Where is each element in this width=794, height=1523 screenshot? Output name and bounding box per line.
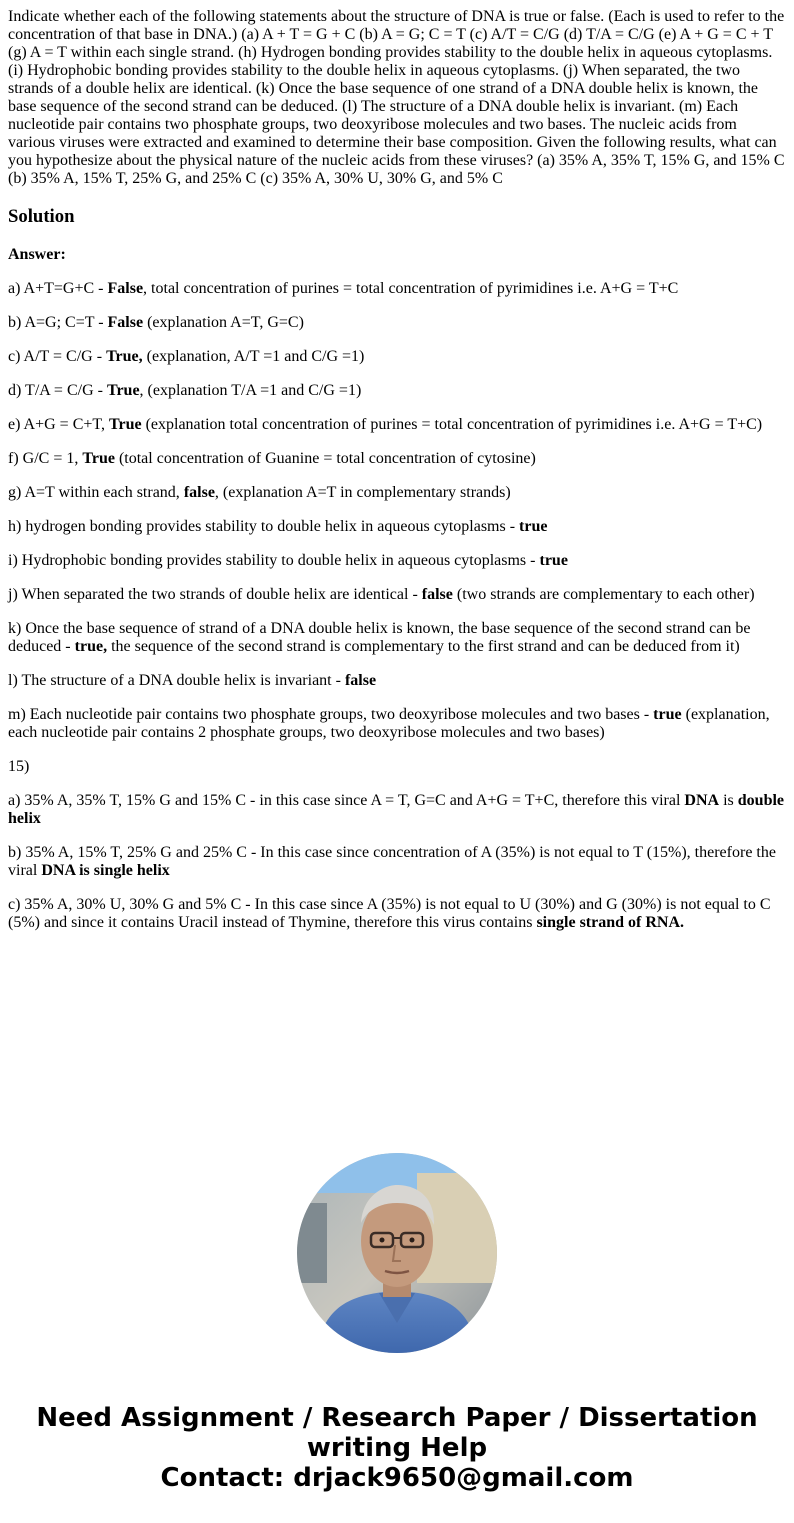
answer-d <box>8 382 786 400</box>
answer-l <box>8 672 786 690</box>
q15-b-text: b) 35% A, 15% T, 25% G and 25% C - In this case since concentration of A (35%) is not equal to T (15%), therefore the viral <box>8 844 776 879</box>
answer-h <box>8 518 786 536</box>
answer-b-verdict: False <box>107 314 144 331</box>
answer-g-text: g) A=T within each strand, <box>8 484 184 501</box>
answer-c-explanation: (explanation, A/T =1 and C/G =1) <box>142 348 365 365</box>
answer-m-text: m) Each nucleotide pair contains two phosphate groups, two deoxyribose molecules and two bases - <box>8 706 654 723</box>
author-avatar <box>297 1153 497 1353</box>
answer-f-verdict: True <box>82 450 115 467</box>
question-15-label: 15) <box>8 758 30 775</box>
q15-c-text: c) 35% A, 30% U, 30% G and 5% C - In this case since A (35%) is not equal to U (30%) and G (30%) is not equal to C (5%) and since it contains Uracil instead of Thymine, therefore this virus contains <box>8 896 771 931</box>
answer-d-explanation: , (explanation T/A =1 and C/G =1) <box>139 382 362 399</box>
q15-c-conclusion: single strand of RNA. <box>536 914 685 931</box>
answer-l-verdict: false <box>344 672 377 689</box>
answer-j-text: j) When separated the two strands of double helix are identical - <box>8 586 422 603</box>
question-text: Indicate whether each of the following statements about the structure of DNA is true or false. (Each is used to refer to the concentration of that base in DNA.) (a) A + T = G + C (b) A = G; C = T (c) A/T = C/G (d) T/A = C/G (e) A + G = C + T (g) A = T within each single strand. (h) Hydrogen bonding provides stability to the double helix in aqueous cytoplasms. (i) Hydrophobic bonding provides stability to the double helix in aqueous cytoplasms. (j) When separated, the two strands of a double helix are identical. (k) Once the base sequence of one strand of a DNA double helix is known, the base sequence of the second strand can be deduced. (l) The structure of a DNA double helix is invariant. (m) Each nucleotide pair contains two phosphate groups, two deoxyribose molecules and two bases. The nucleic acids from various viruses were extracted and examined to determine their base composition. Given the following results, what can you hypothesize about the physical nature of the nucleic acids from these viruses? (a) 35% A, 35% T, 15% G, and 15% C (b) 35% A, 15% T, 25% G, and 25% C (c) 35% A, 30% U, 30% G, and 5% C <box>8 8 785 187</box>
answer-a <box>8 280 786 298</box>
answer-a-explanation: , total concentration of purines = total concentration of pyrimidines i.e. A+G = T+C <box>143 280 679 297</box>
q15-answer-c <box>8 896 786 932</box>
answer-c-text: c) A/T = C/G - <box>8 348 107 365</box>
answer-a-verdict: False <box>107 280 144 297</box>
answer-j-verdict: false <box>421 586 453 603</box>
answer-m-explanation: (explanation, each nucleotide pair contains 2 phosphate groups, two deoxyribose molecules and two bases) <box>8 706 770 741</box>
answer-e-explanation: (explanation total concentration of purines = total concentration of pyrimidines i.e. A+G = T+C) <box>141 416 763 433</box>
q15-b-conclusion: DNA is single helix <box>41 862 170 879</box>
answer-label: Answer: <box>8 246 66 263</box>
answer-a-text: a) A+T=G+C - <box>8 280 108 297</box>
author-portrait-image <box>297 1153 497 1353</box>
answer-g-verdict: false <box>183 484 215 501</box>
q15-a-mid: is <box>719 792 738 809</box>
footer-line-1: Need Assignment / Research Paper / Dissertation <box>36 1403 758 1433</box>
q15-answer-a <box>8 792 786 828</box>
answer-b-explanation: (explanation A=T, G=C) <box>143 314 304 331</box>
promo-footer <box>0 1403 794 1493</box>
answer-k-verdict: true, <box>74 638 108 655</box>
answer-f <box>8 450 786 468</box>
q15-a-conclusion: double helix <box>8 792 785 827</box>
answer-j <box>8 586 786 604</box>
answer-i-text: i) Hydrophobic bonding provides stability to double helix in aqueous cytoplasms - <box>8 552 540 569</box>
answer-j-explanation: (two strands are complementary to each other) <box>452 586 755 603</box>
answer-f-text: f) G/C = 1, <box>8 450 83 467</box>
answer-i <box>8 552 786 570</box>
answer-k-explanation: the sequence of the second strand is complementary to the first strand and can be deduced from it) <box>107 638 740 655</box>
answer-d-verdict: True <box>106 382 140 399</box>
answer-d-text: d) T/A = C/G - <box>8 382 107 399</box>
footer-line-2: writing Help <box>306 1433 488 1463</box>
footer-contact: Contact: drjack9650@gmail.com <box>160 1463 634 1493</box>
answer-g <box>8 484 786 502</box>
answer-f-explanation: (total concentration of Guanine = total concentration of cytosine) <box>114 450 536 467</box>
answer-l-text: l) The structure of a DNA double helix is invariant - <box>8 672 345 689</box>
answer-k <box>8 620 786 656</box>
answer-m <box>8 706 786 742</box>
answer-e <box>8 416 786 434</box>
answer-b <box>8 314 786 332</box>
q15-answer-b <box>8 844 786 880</box>
answer-i-verdict: true <box>539 552 568 569</box>
document-content <box>8 8 786 948</box>
answer-h-verdict: true <box>519 518 548 535</box>
answer-h-text: h) hydrogen bonding provides stability to double helix in aqueous cytoplasms - <box>8 518 520 535</box>
q15-a-text: a) 35% A, 35% T, 15% G and 15% C - in this case since A = T, G=C and A+G = T+C, therefore this viral <box>8 792 685 809</box>
answer-b-text: b) A=G; C=T - <box>8 314 108 331</box>
answer-c <box>8 348 786 366</box>
q15-a-bold-dna: DNA <box>684 792 720 809</box>
answer-k-text: k) Once the base sequence of strand of a DNA double helix is known, the base sequence of the second strand can be deduced - <box>8 620 751 655</box>
answer-e-verdict: True <box>108 416 142 433</box>
answer-m-verdict: true <box>653 706 682 723</box>
answer-c-verdict: True, <box>106 348 143 365</box>
answer-e-text: e) A+G = C+T, <box>8 416 109 433</box>
answer-g-explanation: , (explanation A=T in complementary strands) <box>214 484 511 501</box>
solution-heading: Solution <box>8 206 75 227</box>
